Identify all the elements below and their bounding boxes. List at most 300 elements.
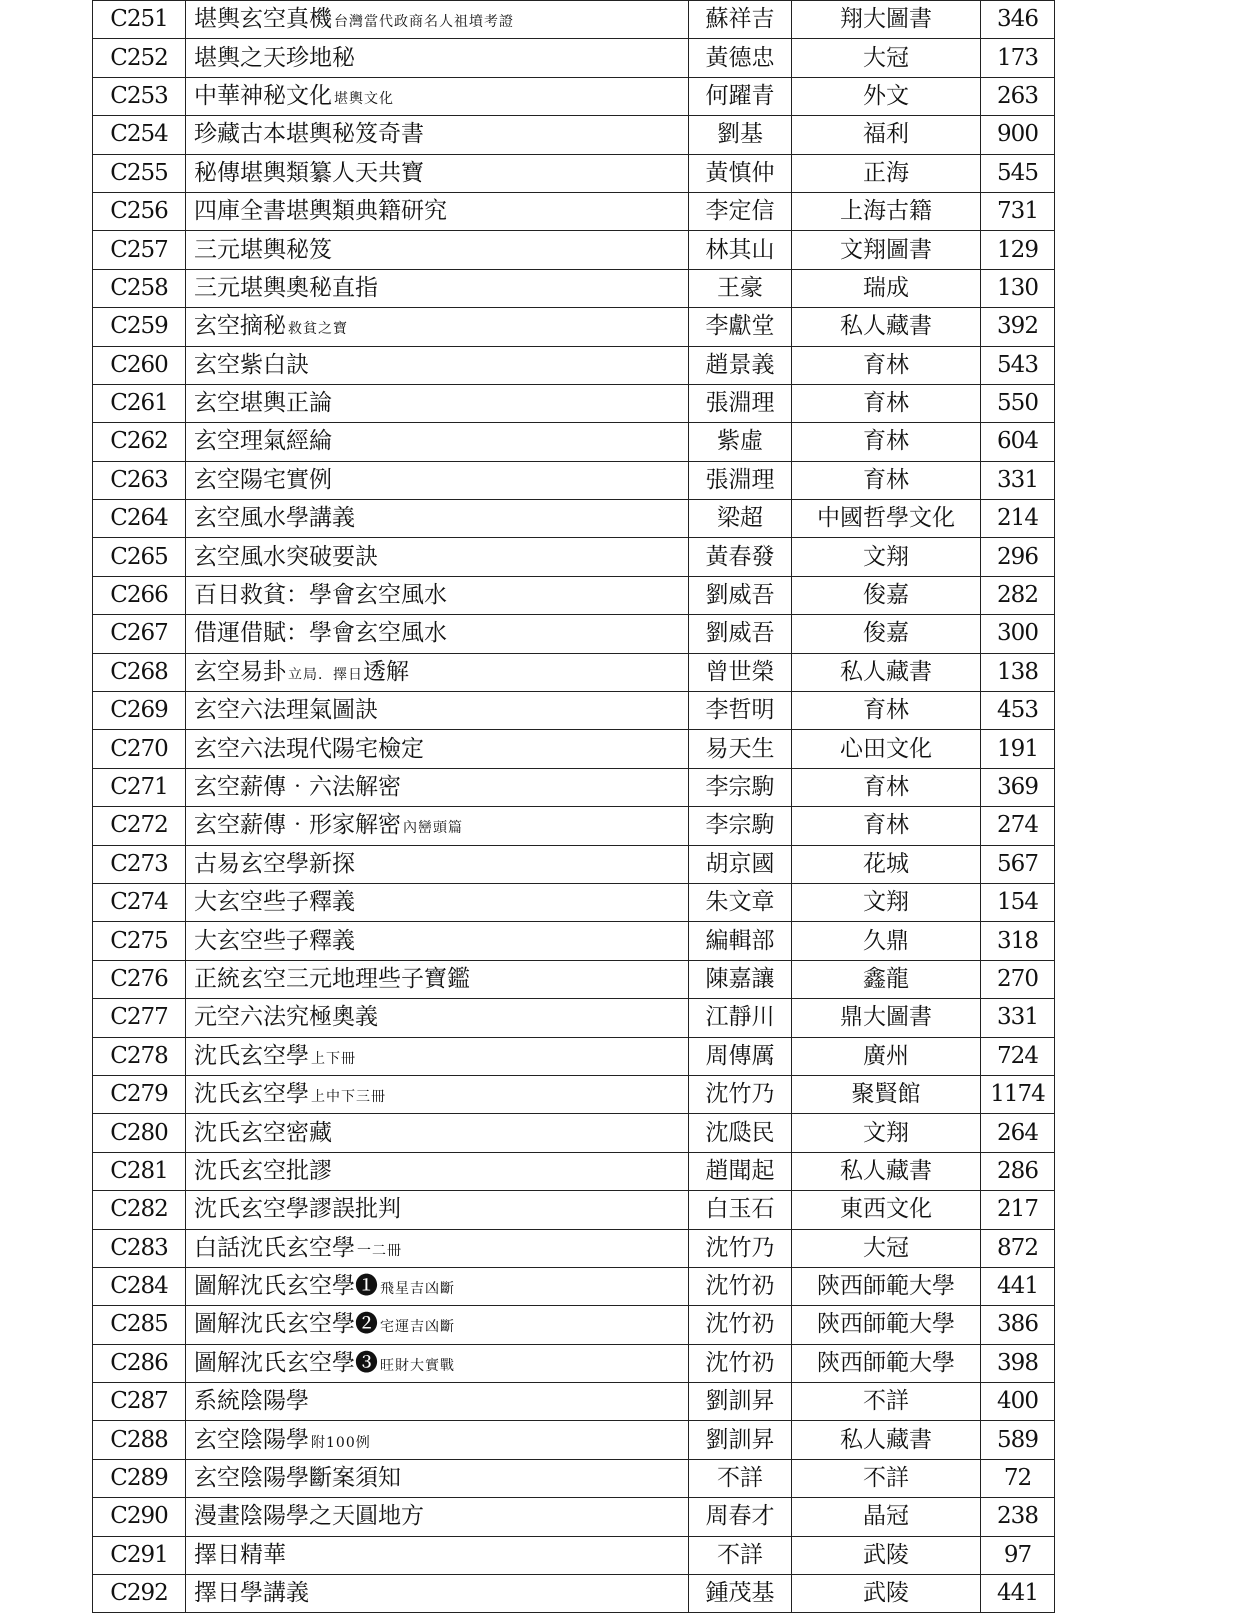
book-title-cell bbox=[186, 1421, 689, 1459]
page-count-cell: 900 bbox=[981, 116, 1055, 154]
book-subtitle: 上中下三冊 bbox=[311, 1089, 386, 1106]
book-title-cell bbox=[186, 346, 689, 384]
book-title: 玄空易卦 bbox=[194, 658, 286, 685]
book-code-cell: C264 bbox=[93, 500, 186, 538]
book-title-cell bbox=[186, 1459, 689, 1497]
book-code-cell: C275 bbox=[93, 922, 186, 960]
book-code-cell: C252 bbox=[93, 39, 186, 77]
page-count-cell: 441 bbox=[981, 1267, 1055, 1305]
book-title-cell bbox=[186, 461, 689, 499]
publisher-cell: 俊嘉 bbox=[792, 576, 981, 614]
book-title: 四庫全書堪輿類典籍研究 bbox=[194, 198, 447, 225]
page-count-cell: 173 bbox=[981, 39, 1055, 77]
book-title-cell bbox=[186, 269, 689, 307]
publisher-cell: 不詳 bbox=[792, 1383, 981, 1421]
table-row bbox=[93, 346, 1055, 384]
author-cell: 鍾茂基 bbox=[689, 1575, 792, 1613]
book-title-cell bbox=[186, 423, 689, 461]
table-row bbox=[93, 1114, 1055, 1152]
publisher-cell: 私人藏書 bbox=[792, 308, 981, 346]
book-title-cell bbox=[186, 615, 689, 653]
book-title: 玄空六法現代陽宅檢定 bbox=[194, 735, 424, 762]
author-cell: 周春才 bbox=[689, 1498, 792, 1536]
book-subtitle: 立局．擇日 bbox=[288, 666, 363, 683]
page-count-cell: 731 bbox=[981, 192, 1055, 230]
book-title-cell bbox=[186, 1229, 689, 1267]
publisher-cell: 育林 bbox=[792, 768, 981, 806]
page-count-cell: 398 bbox=[981, 1344, 1055, 1382]
page-count-cell: 296 bbox=[981, 538, 1055, 576]
book-title-cell bbox=[186, 845, 689, 883]
book-title: 借運借賦：學會玄空風水 bbox=[194, 620, 447, 647]
book-code-cell: C286 bbox=[93, 1344, 186, 1382]
table-row bbox=[93, 653, 1055, 691]
book-title-cell bbox=[186, 116, 689, 154]
table-row bbox=[93, 423, 1055, 461]
book-code-cell: C278 bbox=[93, 1037, 186, 1075]
book-subtitle: 附100例 bbox=[311, 1434, 371, 1451]
book-code-cell: C279 bbox=[93, 1075, 186, 1113]
page-count-cell: 346 bbox=[981, 1, 1055, 39]
book-code-cell: C284 bbox=[93, 1267, 186, 1305]
table-row bbox=[93, 1498, 1055, 1536]
book-code-cell: C262 bbox=[93, 423, 186, 461]
author-cell: 編輯部 bbox=[689, 922, 792, 960]
book-code-cell: C290 bbox=[93, 1498, 186, 1536]
book-title-cell bbox=[186, 192, 689, 230]
publisher-cell: 上海古籍 bbox=[792, 192, 981, 230]
author-cell: 周傳厲 bbox=[689, 1037, 792, 1075]
author-cell: 陳嘉讓 bbox=[689, 960, 792, 998]
book-title: 玄空陽宅實例 bbox=[194, 466, 332, 493]
book-title: 圖解沈氏玄空學❸ bbox=[194, 1349, 378, 1376]
author-cell: 張淵理 bbox=[689, 461, 792, 499]
table-row bbox=[93, 1229, 1055, 1267]
book-code-cell: C259 bbox=[93, 308, 186, 346]
publisher-cell: 久鼎 bbox=[792, 922, 981, 960]
table-row bbox=[93, 1306, 1055, 1344]
book-code-cell: C251 bbox=[93, 1, 186, 39]
book-code-cell: C253 bbox=[93, 77, 186, 115]
book-title-cell bbox=[186, 538, 689, 576]
publisher-cell: 大冠 bbox=[792, 1229, 981, 1267]
publisher-cell: 鑫龍 bbox=[792, 960, 981, 998]
book-title: 玄空六法理氣圖訣 bbox=[194, 697, 378, 724]
book-title-cell bbox=[186, 1075, 689, 1113]
book-title-cell bbox=[186, 308, 689, 346]
author-cell: 李獻堂 bbox=[689, 308, 792, 346]
publisher-cell: 中國哲學文化 bbox=[792, 500, 981, 538]
book-code-cell: C257 bbox=[93, 231, 186, 269]
publisher-cell: 文翔 bbox=[792, 1114, 981, 1152]
book-title: 玄空陰陽學 bbox=[194, 1426, 309, 1453]
table-row bbox=[93, 1536, 1055, 1574]
table-row bbox=[93, 1, 1055, 39]
book-title-cell bbox=[186, 1306, 689, 1344]
book-title: 堪輿之天珍地秘 bbox=[194, 44, 355, 71]
book-code-cell: C273 bbox=[93, 845, 186, 883]
publisher-cell: 聚賢館 bbox=[792, 1075, 981, 1113]
page-count-cell: 214 bbox=[981, 500, 1055, 538]
table-row bbox=[93, 1267, 1055, 1305]
author-cell: 劉基 bbox=[689, 116, 792, 154]
book-title-cell bbox=[186, 768, 689, 806]
publisher-cell: 育林 bbox=[792, 807, 981, 845]
author-cell: 沈瓞民 bbox=[689, 1114, 792, 1152]
table-row bbox=[93, 1037, 1055, 1075]
book-title: 玄空薪傳‧形家解密 bbox=[194, 812, 401, 839]
table-row bbox=[93, 39, 1055, 77]
page-count-cell: 589 bbox=[981, 1421, 1055, 1459]
book-title: 三元堪輿秘笈 bbox=[194, 236, 332, 263]
book-code-cell: C281 bbox=[93, 1152, 186, 1190]
table-row bbox=[93, 999, 1055, 1037]
author-cell: 李哲明 bbox=[689, 692, 792, 730]
book-code-cell: C263 bbox=[93, 461, 186, 499]
author-cell: 李定信 bbox=[689, 192, 792, 230]
page-count-cell: 1174 bbox=[981, 1075, 1055, 1113]
book-code-cell: C274 bbox=[93, 883, 186, 921]
publisher-cell: 陝西師範大學 bbox=[792, 1344, 981, 1382]
book-code-cell: C256 bbox=[93, 192, 186, 230]
publisher-cell: 陝西師範大學 bbox=[792, 1267, 981, 1305]
author-cell: 易天生 bbox=[689, 730, 792, 768]
page-count-cell: 543 bbox=[981, 346, 1055, 384]
book-code-cell: C285 bbox=[93, 1306, 186, 1344]
book-title-cell bbox=[186, 39, 689, 77]
page-count-cell: 453 bbox=[981, 692, 1055, 730]
publisher-cell: 不詳 bbox=[792, 1459, 981, 1497]
book-title: 圖解沈氏玄空學❷ bbox=[194, 1311, 378, 1338]
page-count-cell: 263 bbox=[981, 77, 1055, 115]
page-count-cell: 274 bbox=[981, 807, 1055, 845]
book-title-cell bbox=[186, 231, 689, 269]
author-cell: 張淵理 bbox=[689, 384, 792, 422]
author-cell: 李宗駒 bbox=[689, 768, 792, 806]
book-subtitle: 台灣當代政商名人祖墳考證 bbox=[334, 14, 514, 31]
book-title-cell bbox=[186, 999, 689, 1037]
book-code-cell: C265 bbox=[93, 538, 186, 576]
publisher-cell: 福利 bbox=[792, 116, 981, 154]
author-cell: 李宗駒 bbox=[689, 807, 792, 845]
author-cell: 胡京國 bbox=[689, 845, 792, 883]
page-count-cell: 138 bbox=[981, 653, 1055, 691]
page-count-cell: 400 bbox=[981, 1383, 1055, 1421]
page-count-cell: 270 bbox=[981, 960, 1055, 998]
publisher-cell: 陝西師範大學 bbox=[792, 1306, 981, 1344]
book-subtitle: 一二冊 bbox=[357, 1242, 402, 1259]
table-row bbox=[93, 231, 1055, 269]
author-cell: 不詳 bbox=[689, 1536, 792, 1574]
publisher-cell: 育林 bbox=[792, 346, 981, 384]
publisher-cell: 武陵 bbox=[792, 1536, 981, 1574]
book-title-cell bbox=[186, 692, 689, 730]
book-code-cell: C280 bbox=[93, 1114, 186, 1152]
book-title-cell bbox=[186, 1267, 689, 1305]
table-row bbox=[93, 883, 1055, 921]
book-title-tail: 透解 bbox=[363, 658, 409, 685]
book-title: 大玄空些子釋義 bbox=[194, 927, 355, 954]
book-title: 秘傳堪輿類纂人天共寶 bbox=[194, 159, 424, 186]
book-subtitle: 堪輿文化 bbox=[334, 90, 394, 107]
book-title: 系統陰陽學 bbox=[194, 1388, 309, 1415]
page-count-cell: 604 bbox=[981, 423, 1055, 461]
book-title: 沈氏玄空學 bbox=[194, 1081, 309, 1108]
author-cell: 沈竹乃 bbox=[689, 1229, 792, 1267]
book-title-cell bbox=[186, 922, 689, 960]
page-count-cell: 550 bbox=[981, 384, 1055, 422]
page-count-cell: 72 bbox=[981, 1459, 1055, 1497]
book-subtitle: 宅運吉凶斷 bbox=[380, 1319, 455, 1336]
table-row bbox=[93, 1575, 1055, 1613]
book-title: 漫畫陰陽學之天圓地方 bbox=[194, 1503, 424, 1530]
book-code-cell: C276 bbox=[93, 960, 186, 998]
book-title: 沈氏玄空學謬誤批判 bbox=[194, 1196, 401, 1223]
page-count-cell: 154 bbox=[981, 883, 1055, 921]
page-count-cell: 567 bbox=[981, 845, 1055, 883]
book-title: 百日救貧：學會玄空風水 bbox=[194, 582, 447, 609]
table-row bbox=[93, 1152, 1055, 1190]
publisher-cell: 外文 bbox=[792, 77, 981, 115]
book-title: 堪輿玄空真機 bbox=[194, 6, 332, 33]
book-code-cell: C292 bbox=[93, 1575, 186, 1613]
book-title-cell bbox=[186, 1, 689, 39]
publisher-cell: 文翔 bbox=[792, 538, 981, 576]
author-cell: 王豪 bbox=[689, 269, 792, 307]
book-code-cell: C291 bbox=[93, 1536, 186, 1574]
page-count-cell: 191 bbox=[981, 730, 1055, 768]
publisher-cell: 武陵 bbox=[792, 1575, 981, 1613]
publisher-cell: 晶冠 bbox=[792, 1498, 981, 1536]
table-row bbox=[93, 960, 1055, 998]
page-count-cell: 369 bbox=[981, 768, 1055, 806]
book-title: 沈氏玄空批謬 bbox=[194, 1157, 332, 1184]
book-subtitle: 內巒頭篇 bbox=[403, 820, 463, 837]
book-title-cell bbox=[186, 730, 689, 768]
publisher-cell: 育林 bbox=[792, 423, 981, 461]
author-cell: 沈竹礽 bbox=[689, 1344, 792, 1382]
author-cell: 白玉石 bbox=[689, 1191, 792, 1229]
book-title: 珍藏古本堪輿秘笈奇書 bbox=[194, 121, 424, 148]
author-cell: 曾世榮 bbox=[689, 653, 792, 691]
book-code-cell: C269 bbox=[93, 692, 186, 730]
page-count-cell: 97 bbox=[981, 1536, 1055, 1574]
table-row bbox=[93, 1459, 1055, 1497]
book-list-table bbox=[92, 0, 1055, 1613]
author-cell: 劉威吾 bbox=[689, 615, 792, 653]
book-title-cell bbox=[186, 1344, 689, 1382]
table-row bbox=[93, 922, 1055, 960]
book-title-cell bbox=[186, 883, 689, 921]
table-row bbox=[93, 692, 1055, 730]
publisher-cell: 私人藏書 bbox=[792, 1421, 981, 1459]
table-row bbox=[93, 116, 1055, 154]
author-cell: 沈竹礽 bbox=[689, 1267, 792, 1305]
book-title: 圖解沈氏玄空學❶ bbox=[194, 1273, 378, 1300]
table-row bbox=[93, 1191, 1055, 1229]
book-subtitle: 救貧之寶 bbox=[288, 321, 348, 338]
book-code-cell: C267 bbox=[93, 615, 186, 653]
author-cell: 劉威吾 bbox=[689, 576, 792, 614]
table-row bbox=[93, 1075, 1055, 1113]
book-title-cell bbox=[186, 77, 689, 115]
book-code-cell: C287 bbox=[93, 1383, 186, 1421]
author-cell: 朱文章 bbox=[689, 883, 792, 921]
author-cell: 何躍青 bbox=[689, 77, 792, 115]
author-cell: 劉訓昇 bbox=[689, 1421, 792, 1459]
book-title: 白話沈氏玄空學 bbox=[194, 1234, 355, 1261]
author-cell: 不詳 bbox=[689, 1459, 792, 1497]
author-cell: 沈竹礽 bbox=[689, 1306, 792, 1344]
page-count-cell: 130 bbox=[981, 269, 1055, 307]
publisher-cell: 花城 bbox=[792, 845, 981, 883]
book-title: 玄空摘秘 bbox=[194, 313, 286, 340]
book-title: 玄空風水突破要訣 bbox=[194, 543, 378, 570]
publisher-cell: 育林 bbox=[792, 461, 981, 499]
book-title-cell bbox=[186, 807, 689, 845]
page-count-cell: 545 bbox=[981, 154, 1055, 192]
book-code-cell: C255 bbox=[93, 154, 186, 192]
book-title: 沈氏玄空密藏 bbox=[194, 1119, 332, 1146]
book-code-cell: C260 bbox=[93, 346, 186, 384]
book-title-cell bbox=[186, 1152, 689, 1190]
page-count-cell: 300 bbox=[981, 615, 1055, 653]
book-title-cell bbox=[186, 1191, 689, 1229]
author-cell: 紫虛 bbox=[689, 423, 792, 461]
author-cell: 蘇祥吉 bbox=[689, 1, 792, 39]
author-cell: 沈竹乃 bbox=[689, 1075, 792, 1113]
book-code-cell: C258 bbox=[93, 269, 186, 307]
page-count-cell: 724 bbox=[981, 1037, 1055, 1075]
book-title: 擇日精華 bbox=[194, 1541, 286, 1568]
author-cell: 趙景義 bbox=[689, 346, 792, 384]
publisher-cell: 翔大圖書 bbox=[792, 1, 981, 39]
book-code-cell: C283 bbox=[93, 1229, 186, 1267]
book-title-cell bbox=[186, 653, 689, 691]
book-code-cell: C266 bbox=[93, 576, 186, 614]
table-row bbox=[93, 384, 1055, 422]
book-title-cell bbox=[186, 576, 689, 614]
author-cell: 梁超 bbox=[689, 500, 792, 538]
book-code-cell: C261 bbox=[93, 384, 186, 422]
table-row bbox=[93, 538, 1055, 576]
book-code-cell: C270 bbox=[93, 730, 186, 768]
author-cell: 黃德忠 bbox=[689, 39, 792, 77]
book-subtitle: 上下冊 bbox=[311, 1050, 356, 1067]
table-row bbox=[93, 500, 1055, 538]
page-count-cell: 872 bbox=[981, 1229, 1055, 1267]
author-cell: 黃春發 bbox=[689, 538, 792, 576]
book-title: 古易玄空學新探 bbox=[194, 850, 355, 877]
publisher-cell: 俊嘉 bbox=[792, 615, 981, 653]
book-code-cell: C272 bbox=[93, 807, 186, 845]
book-code-cell: C271 bbox=[93, 768, 186, 806]
page-count-cell: 318 bbox=[981, 922, 1055, 960]
book-title-cell bbox=[186, 1575, 689, 1613]
book-title: 玄空薪傳‧六法解密 bbox=[194, 774, 401, 800]
book-title-cell bbox=[186, 1114, 689, 1152]
publisher-cell: 東西文化 bbox=[792, 1191, 981, 1229]
publisher-cell: 育林 bbox=[792, 692, 981, 730]
page-count-cell: 286 bbox=[981, 1152, 1055, 1190]
book-title-cell bbox=[186, 500, 689, 538]
author-cell: 黃慎仲 bbox=[689, 154, 792, 192]
table-row bbox=[93, 154, 1055, 192]
page-count-cell: 392 bbox=[981, 308, 1055, 346]
page-count-cell: 238 bbox=[981, 1498, 1055, 1536]
book-title: 玄空堪輿正論 bbox=[194, 390, 332, 417]
book-code-cell: C289 bbox=[93, 1459, 186, 1497]
page-count-cell: 441 bbox=[981, 1575, 1055, 1613]
book-title: 擇日學講義 bbox=[194, 1580, 309, 1607]
book-subtitle: 飛星吉凶斷 bbox=[380, 1281, 455, 1298]
table-row bbox=[93, 77, 1055, 115]
book-title-cell bbox=[186, 1037, 689, 1075]
table-row bbox=[93, 461, 1055, 499]
author-cell: 劉訓昇 bbox=[689, 1383, 792, 1421]
table-row bbox=[93, 807, 1055, 845]
book-code-cell: C282 bbox=[93, 1191, 186, 1229]
author-cell: 趙聞起 bbox=[689, 1152, 792, 1190]
book-subtitle: 旺財大實戰 bbox=[380, 1357, 455, 1374]
publisher-cell: 大冠 bbox=[792, 39, 981, 77]
book-title: 沈氏玄空學 bbox=[194, 1042, 309, 1069]
publisher-cell: 心田文化 bbox=[792, 730, 981, 768]
book-code-cell: C277 bbox=[93, 999, 186, 1037]
table-row bbox=[93, 615, 1055, 653]
book-title: 元空六法究極奧義 bbox=[194, 1004, 378, 1031]
table-row bbox=[93, 1383, 1055, 1421]
book-title: 中華神秘文化 bbox=[194, 82, 332, 109]
page-count-cell: 129 bbox=[981, 231, 1055, 269]
page-count-cell: 217 bbox=[981, 1191, 1055, 1229]
book-title: 三元堪輿奧秘直指 bbox=[194, 274, 378, 301]
table-row bbox=[93, 1344, 1055, 1382]
page-count-cell: 386 bbox=[981, 1306, 1055, 1344]
table-row bbox=[93, 576, 1055, 614]
publisher-cell: 私人藏書 bbox=[792, 653, 981, 691]
book-title: 玄空理氣經綸 bbox=[194, 428, 332, 455]
publisher-cell: 文翔圖書 bbox=[792, 231, 981, 269]
book-title: 玄空陰陽學斷案須知 bbox=[194, 1465, 401, 1492]
book-code-cell: C268 bbox=[93, 653, 186, 691]
book-code-cell: C288 bbox=[93, 1421, 186, 1459]
book-title-cell bbox=[186, 384, 689, 422]
table-row bbox=[93, 192, 1055, 230]
page-count-cell: 331 bbox=[981, 461, 1055, 499]
book-list-body bbox=[93, 1, 1055, 1613]
page-count-cell: 331 bbox=[981, 999, 1055, 1037]
table-row bbox=[93, 308, 1055, 346]
book-title: 玄空風水學講義 bbox=[194, 505, 355, 532]
table-row bbox=[93, 768, 1055, 806]
publisher-cell: 正海 bbox=[792, 154, 981, 192]
book-title-cell bbox=[186, 1536, 689, 1574]
book-title-cell bbox=[186, 1383, 689, 1421]
table-row bbox=[93, 269, 1055, 307]
author-cell: 林其山 bbox=[689, 231, 792, 269]
publisher-cell: 廣州 bbox=[792, 1037, 981, 1075]
book-code-cell: C254 bbox=[93, 116, 186, 154]
book-title: 玄空紫白訣 bbox=[194, 351, 309, 378]
page-count-cell: 282 bbox=[981, 576, 1055, 614]
table-row bbox=[93, 1421, 1055, 1459]
book-title: 大玄空些子釋義 bbox=[194, 889, 355, 916]
author-cell: 江靜川 bbox=[689, 999, 792, 1037]
book-title-cell bbox=[186, 1498, 689, 1536]
publisher-cell: 育林 bbox=[792, 384, 981, 422]
page-count-cell: 264 bbox=[981, 1114, 1055, 1152]
